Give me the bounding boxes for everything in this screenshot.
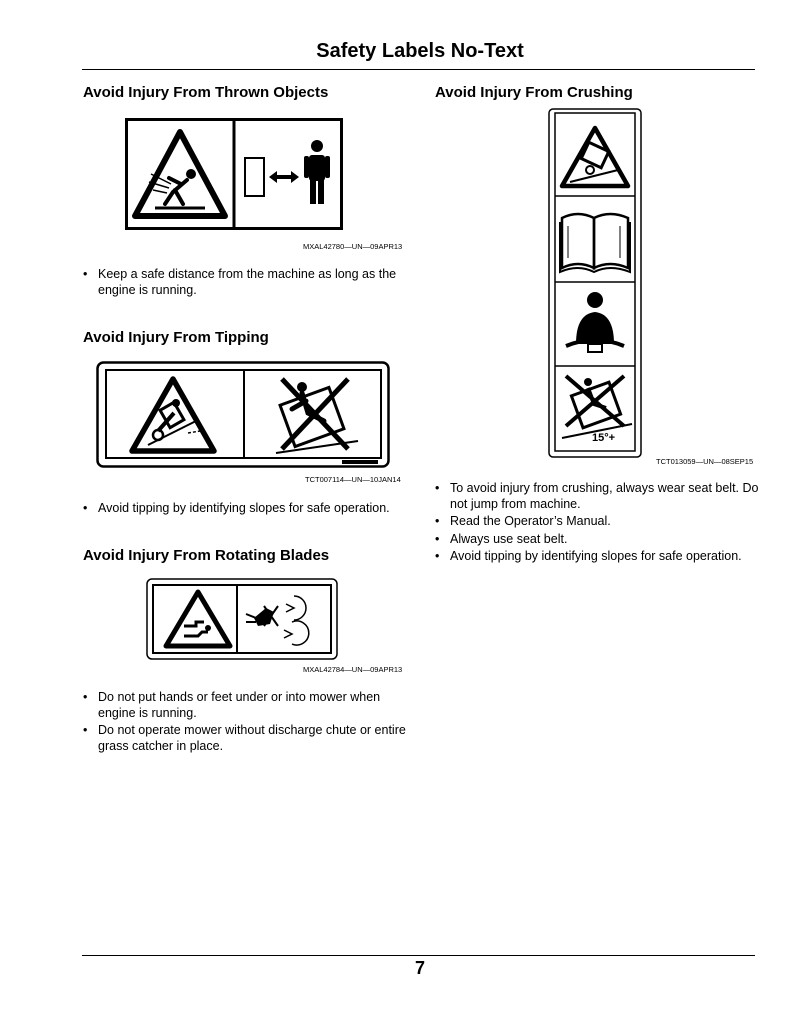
list-item: • Do not put hands or feet under or into mower when engine is running. — [83, 690, 413, 721]
list-item: • To avoid injury from crushing, always wear seat belt. Do not jump from machine. — [435, 481, 760, 512]
section-title-crushing: Avoid Injury From Crushing — [435, 84, 633, 101]
slope-angle-label: 15°+ — [592, 432, 616, 444]
figure-code-crushing: TCT013059—UN—08SEP15 — [656, 457, 754, 466]
page-number: 7 — [414, 958, 425, 978]
top-rule — [82, 69, 755, 70]
tipping-safety-label — [96, 361, 390, 469]
thrown-objects-bullets — [83, 267, 413, 300]
list-item: • Do not operate mower without discharge chute or entire grass catcher in place. — [83, 723, 413, 754]
list-item: • Always use seat belt. — [435, 532, 760, 548]
rotating-blades-bullets — [83, 690, 413, 756]
bottom-rule — [82, 955, 755, 956]
crushing-safety-label — [548, 108, 642, 458]
figure-code-tipping: TCT007114—UN—10JAN14 — [305, 475, 401, 484]
figure-code-thrown-objects: MXAL42780—UN—09APR13 — [303, 242, 403, 251]
rotating-blades-safety-label — [146, 578, 338, 660]
list-item: • Avoid tipping by identifying slopes for safe operation. — [435, 549, 760, 565]
tipping-bullets — [83, 501, 413, 519]
section-title-rotating-blades: Avoid Injury From Rotating Blades — [83, 547, 330, 564]
section-title-thrown-objects: Avoid Injury From Thrown Objects — [83, 84, 329, 101]
list-item: • Read the Operator’s Manual. — [435, 514, 760, 530]
figure-code-rotating-blades: MXAL42784—UN—09APR13 — [303, 665, 403, 674]
list-item: • Keep a safe distance from the machine as long as the engine is running. — [83, 267, 413, 298]
list-item: • Avoid tipping by identifying slopes for safe operation. — [83, 501, 413, 517]
section-title-tipping: Avoid Injury From Tipping — [83, 329, 269, 346]
thrown-objects-safety-label — [125, 118, 343, 230]
page-title: Safety Labels No-Text — [316, 40, 524, 62]
crushing-bullets — [435, 481, 760, 567]
